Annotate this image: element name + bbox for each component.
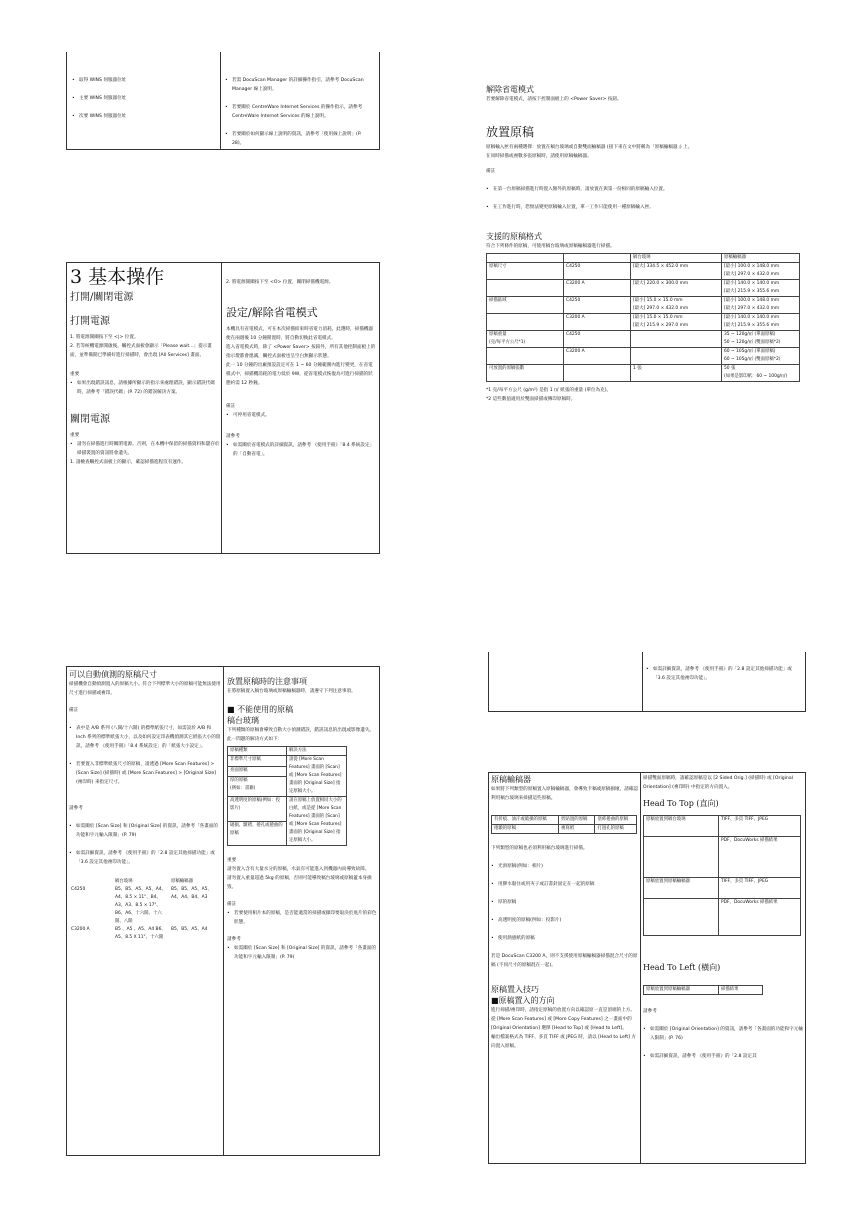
page-2 [486, 84, 806, 534]
page-3 [66, 666, 380, 1156]
auto-ref-label: 請參考 [69, 806, 83, 811]
glass-table: 原稿種類 解決方法 非標準尺寸原稿 請從 [More Scan Features] 畫面的 [Scan] 或 [More Scan Features] 畫面的 [Original Size] 指定原稿大小。 亮面原稿 厚的原稿 (例如：書籍) 高透明度的原稿(例如：投影片) 請在原稿上放置相同大小的白紙，或是從 [More Scan Features] 畫面的 [Scan] 或 [More Scan Features] 畫面的 [Original Size] 指定原稿大小。 破損、皺褶、捲孔或捲曲的原稿 [227, 746, 347, 846]
auto-note-label: 備註 [69, 708, 79, 713]
place-note-label: 備註 [486, 169, 496, 174]
head-to-top-table [643, 815, 801, 936]
auto-ref-1: • 如需詳細資訊，請參考 《使用手冊》的「2.8 設定其他掃描功能」或「3.6 設定其他複印功能」。 [69, 849, 221, 867]
power-save-heading: 設定/解除省電模式 [226, 306, 318, 319]
save-ref-label: 請參考 [226, 434, 240, 439]
auto-note-0: • 表中是 A/B 系列 (八開/十六開) 的標準紙張尺寸，如需設於 A/B 和 Inch 系列的標準紙張大小，以及如何設定印表機偵測其它紙張大小的資訊，請參考 《使用手冊》「8.4 系統設定」的「紙張大小設定」。 [69, 724, 221, 751]
power-on-steps: 1. 將電源開關按下至 <|> 位置。 2. 若等候機電源開啟後，觸控式面板會顯示「Please wait...」提示畫面，並準備開已準備好進行掃描時，會出現 [All Services] 畫面。 [70, 335, 212, 358]
place-text: 原稿輸入匣有兩種選擇：放置在稿台玻璃或自動雙面輸稿器 (接下來在文中將稱為「原稿輸稿器」) 上。 在同時掃描或複數多張原稿時，請使用原稿輸稿器。 [486, 145, 693, 159]
power-heading: 打開/關閉電源 [70, 292, 134, 303]
glass-note-item: • 若要使用相片本的原稿，是否能適當的掃描或擷印要取決於底片的彩色狀態。 [227, 909, 377, 927]
formats-head-2: 稿台玻璃 [631, 254, 722, 263]
formats-intro: 符合下列條件的原稿，可使用稿台玻璃或原稿輸稿器進行掃描。 [486, 244, 615, 249]
formats-head-0 [487, 254, 564, 263]
release-heading: 解除省電模式 [486, 85, 534, 94]
auto-detect-heading: 可以自動偵測的原稿尺寸 [69, 670, 157, 679]
bad-item-1: • 用膠水黏住或用夾子或訂書針固定在一起的原稿 [491, 880, 639, 889]
glass-ref-item: • 如需關於 [Scan Size] 和 [Original Size] 的資訊，請參考「各畫面的功能和字元輸入限制」(P. 79) [227, 944, 377, 962]
wins-list [72, 67, 217, 130]
auto-ref-0: • 如需關於 [Scan Size] 和 [Original Size] 的資訊，請參考「各畫面的功能和字元輸入限制」(P. 79) [69, 822, 221, 840]
bad-item-0: • 光滑原稿(例如：相片) [491, 862, 639, 871]
orientation-ref-0: • 如需關於 [Original Orientation] 的資訊，請參考「各畫面的功能和字元輸入限制」(P. 76) [643, 1025, 803, 1043]
table-row: 破損、皺褶、捲孔或捲曲的原稿 [228, 821, 347, 846]
glass-important-1: 請勿置入重量超過 5kg 的原稿，否則可能導致稿台玻璃或原稿蓋本身損毀。 [227, 876, 372, 890]
caution-text: 在將原稿置入稿台玻璃或原稿輸稿器時，請遵守下列注意事項。 [227, 689, 356, 694]
power-off-step: 1. 請檢查觸控式面板上的顯示，確認掃描進程沒有運作。 [70, 460, 187, 465]
glass-important-0: 請勿置入含有大量水分的原稿，水氣有可能進入到機器內而導致故障。 [227, 867, 370, 872]
bad-originals-grid [491, 815, 637, 834]
direction-heading: ■原稿置入的方向 [491, 996, 555, 1005]
footnote-2: *2 這些數值適用於雙面掃描或傳印原稿時。 [486, 397, 576, 402]
save-note-label: 備註 [226, 404, 236, 409]
wins-item-0: • 取得 WINS 伺服器位址 [72, 76, 217, 85]
table-row: 非標準尺寸原稿 請從 [More Scan Features] 畫面的 [Scan] 或 [More Scan Features] 畫面的 [Original Size] 指定原稿大小。 [228, 756, 347, 767]
important-item: • 如果出現錯誤訊息，請根據所顯示的指示來處理錯誤，顯示錯誤代碼時，請參考「錯誤代碼」(P. 72) 的錯誤解決方案。 [70, 379, 220, 397]
wins-item-1: • 主要 WINS 伺服器位址 [72, 94, 217, 103]
bad-item-3: • 高透明度的原稿(例如：投影片) [491, 916, 639, 925]
table-row: C4250 B5、B5、A5、A5、A4、A4、8.5 × 11"、B4、A3、A3、8.5 × 17"、B6、A6、十六開、十六開、八開 B5、B5、A5、A5、A4、A4、B4、A3 [71, 887, 212, 924]
power-on-heading: 打開電源 [70, 316, 110, 327]
tips-heading: 原稿置入技巧 [491, 985, 539, 994]
table-row: 原稿放置到原稿輸稿器 掃描結果 [644, 986, 763, 995]
important-label: 重要 [70, 372, 80, 377]
table-row: 捲皺的原稿 複寫紙 打過孔的原稿 [492, 825, 637, 834]
table-row: 原稿尺寸 C4250 [最大] 334.5 × 452.0 mm [最小] 100.0 × 148.0 mm [最大] 297.0 × 432.0 mm [487, 263, 800, 280]
auto-detect-text: 掃描機會自動偵測置入的原稿大小。符合下列標準大小的原稿可能無法使用尺寸進行掃描或複印。 [69, 682, 221, 696]
c3200-text: 若是 DocuScan C3200 A，則不支援使用原稿輸稿器掃描混合尺寸的原稿 (不同尺寸的原稿混在一起)。 [491, 954, 638, 968]
top-ref-item: • 如需詳細資訊，請參考 《使用手冊》的「2.8 設定其他掃描功能」或「3.6 設定其他複印功能」。 [646, 665, 802, 683]
table-row: 原稿放置到稿台玻璃 TIFF、多頁 TIFF、JPEG [644, 816, 801, 837]
formats-head-1 [564, 254, 631, 263]
table-row: 可放置的原稿張數 1 張 50 張 (如果是影印紙：60 ~ 100g/㎡) [487, 365, 800, 382]
head-to-left-table [643, 985, 763, 995]
table-row: 高透明度的原稿(例如：投影片) 請在原稿上放置相同大小的白紙，或是從 [More Scan Features] 畫面的 [Scan] 或 [More Scan Features] 畫面的 [Original Size] 指定原稿大小。 [228, 797, 347, 822]
place-note-0: • 在第一台原稿掃描進行時置入額外的原稿時，請放置在與第一份相同的原稿輸入位置。 [486, 185, 806, 194]
release-text: 若要解除省電模式，請按下控制面板上的 <Power Saver> 按鈕。 [486, 97, 622, 102]
off-important-label: 重要 [70, 433, 80, 438]
page-4-top [488, 652, 806, 712]
ref-centreware: • 若要關於 CentreWare Internet Services 的操作指示，請參考 CentreWare Internet Services 的線上說明。 [225, 103, 375, 121]
table-row: C3200 A [最小] 15.0 × 15.0 mm [最大] 215.9 × 297.0 mm [最小] 140.0 × 140.0 mm [最大] 215.9 × 355.6 mm [487, 314, 800, 331]
orientation-ref-label: 請參考 [643, 1009, 657, 1014]
place-heading: 放置原稿 [486, 125, 535, 139]
glass-note-label: 備註 [227, 902, 237, 907]
table-row: 原稿重量 (克/每平方公尺*1) C4250 35 ~ 120g/㎡ (單面原稿) 50 ~ 120g/㎡ (雙面原稿*2) [487, 331, 800, 348]
bad-item-2: • 厚的原稿 [491, 898, 639, 907]
table-row: C3200 A B5 、A5 、A5、A4 B6、A5、8.5 X 11"、十六開 B5、B5、A5、A4 [71, 927, 208, 940]
place-note-1: • 在工作進行時，您無法變更原稿輸入位置，單一工作只能使用一種原稿輸入匣。 [486, 203, 806, 212]
glass-ref-label: 請參考 [227, 937, 241, 942]
orientation-ref-1: • 如需詳細資訊，請參考 《使用手冊》的「2.8 設定其 [643, 1052, 803, 1061]
unusable-heading: ■ 不能使用的原稿 [227, 705, 294, 714]
table-row: 亮面原稿 [228, 766, 347, 777]
wins-item-2: • 次要 WINS 伺服器位址 [72, 112, 217, 121]
page-1-top-section [66, 52, 380, 150]
table-row: 掃描區域 C4250 [最小] 15.0 × 15.0 mm [最大] 297.0 × 432.0 mm [最小] 100.0 × 148.0 mm [最大] 297.0 × 432.0 mm [487, 297, 800, 314]
table-row: PDF、DocuWorks 掃描結果 [644, 899, 801, 936]
ref-docuscan: • 若需 DocuScan Manager 的詳細操作指引，請參考 DocuScan Manager 線上說明。 [225, 76, 375, 94]
head-to-top-heading: Head To Top (直向) [643, 799, 719, 808]
bad-item-4: • 使用熱感紙的原稿 [491, 934, 639, 943]
direction-text: 進行掃描/複印時，請指定原稿的放置方向以確認原一直是頂端的上方。 從 [More Scan Features] 或 [More Copy Features] 之一畫面中的 [Original Orientation] 選擇 [Head to Top] 或 [Head to Left]。 輸出檔案格式為 TIFF、多頁 TIFF 或 JPEG 時，請以 [Head to Left] 方向置入原稿。 [491, 1008, 636, 1049]
duplex-text: 掃描雙面原稿時，請確認原稿是以 [2 Sided Orig.] (掃描時) 或 [Original Orientation] (複印時) 中指定的方向置入。 [643, 776, 793, 790]
chapter-title: 3 基本操作 [70, 266, 165, 288]
table-row: C3200 A [最大] 220.0 × 300.0 mm [最小] 140.0 × 140.0 mm [最大] 215.9 × 355.6 mm [487, 280, 800, 297]
glass-text: 下列種類的原稿會導致自動大小偵測錯誤，錯誤訊息的出現或影像遺失。 此一問題的解決方式如下： [227, 728, 375, 742]
formats-heading: 支援的原稿格式 [486, 232, 542, 241]
save-ref-item: • 如需關於省電模式的詳細資訊，請參考 《使用手冊》「8.4 系統設定」的「自動省電」。 [226, 441, 376, 459]
feeder-heading: 原稿輸稿器 [491, 775, 531, 784]
power-off-step-2: 2. 將電源開關按下至 <O> 位置，關閉掃描機電源。 [226, 280, 334, 285]
save-note-item: • 可停用省電模式。 [226, 411, 376, 420]
auto-note-1: • 若要置入非標準紙張尺寸的原稿，請透過 [More Scan Features] > [Scan Size] (掃描時) 或 [More Scan Features] > [Original Size] (複印時) 來指定尺寸。 [69, 760, 221, 787]
power-save-text: 本機具有省電模式，可在本次掃描結束時省電力消耗。此選時，掃描機器便在兩週後 10 分鐘閒置時，將自動切換此省電模式。 進入省電模式時，除了 <Power Saver> 按鈕外，所有其他控制面板上的指示燈都會熄滅，觸控式面板也呈空白無顯示狀態。 此一 10 分鐘的出廠預設設定可在 1 ~ 60 分鐘範圍內進行變更，在省電模式中，掃描機消耗的電力低於 9W，從省電模式恢復為可進行掃描的狀態約需 12 秒鐘。 [226, 327, 376, 386]
caution-heading: 放置原稿時的注意事項 [227, 677, 307, 686]
table-row: 有折痕、油汙或破損的原稿 剪貼過的原稿 塗佈捲曲的原稿 [492, 816, 637, 825]
head-to-left-heading: Head To Left (橫向) [643, 963, 721, 972]
table-row: 厚的原稿 (例如：書籍) [228, 777, 347, 797]
power-off-heading: 關閉電源 [70, 414, 110, 425]
formats-table [486, 253, 800, 382]
page-1-main-section [66, 262, 380, 554]
page-4-main [488, 772, 806, 1164]
table-row: C3200 A 60 ~ 105g/㎡ (單面原稿) 60 ~ 105g/㎡ (雙面原稿*2) [487, 348, 800, 365]
table-row: 原稿放置到原稿輸稿器 TIFF、多頁 TIFF、JPEG [644, 878, 801, 899]
formats-head-3: 原稿輸稿器 [722, 254, 800, 263]
feeder-text: 如果將下列類型的原稿置入原稿輸稿器，會導致卡稿或原稿損壞，請確認利用稿台玻璃來掃描這些原稿。 [491, 787, 639, 801]
ref-online-help: • 若要關於如何顯示線上說明的資訊，請參考「使用線上說明」(P. 28)。 [225, 130, 375, 148]
glass-important-label: 重要 [227, 858, 237, 863]
bad-text: 下列類型的原稿也必須利用稿台玻璃進行掃描。 [491, 846, 588, 851]
size-table: 稿台玻璃 原稿輸稿器 C4250 B5、B5、A5、A5、A4、A4、8.5 × 11"、B4、A3、A3、8.5 × 17"、B6、A6、十六開、十六開、八開 B5、B5、A5、A5、A4、A4、B4、A3 C3200 A B5 、A5 、A5、A4 B6、A5、8.5 X 11"、十六開 B5、B5、A5、A4 [69, 878, 219, 942]
glass-heading: 稿台玻璃 [227, 716, 259, 725]
off-important-item: • 請勿在掃描進行時關閉電源。否則，在本機中保留的掃描資料和儲存於掃描裝置的資訊將會遺失。 [70, 440, 220, 458]
footnote-1: *1 克/每平方公尺 (g/m²) 是指 1 ㎡ 紙張的重量 (單位為克)。 [486, 388, 612, 393]
table-row: PDF、DocuWorks 掃描結果 [644, 837, 801, 878]
